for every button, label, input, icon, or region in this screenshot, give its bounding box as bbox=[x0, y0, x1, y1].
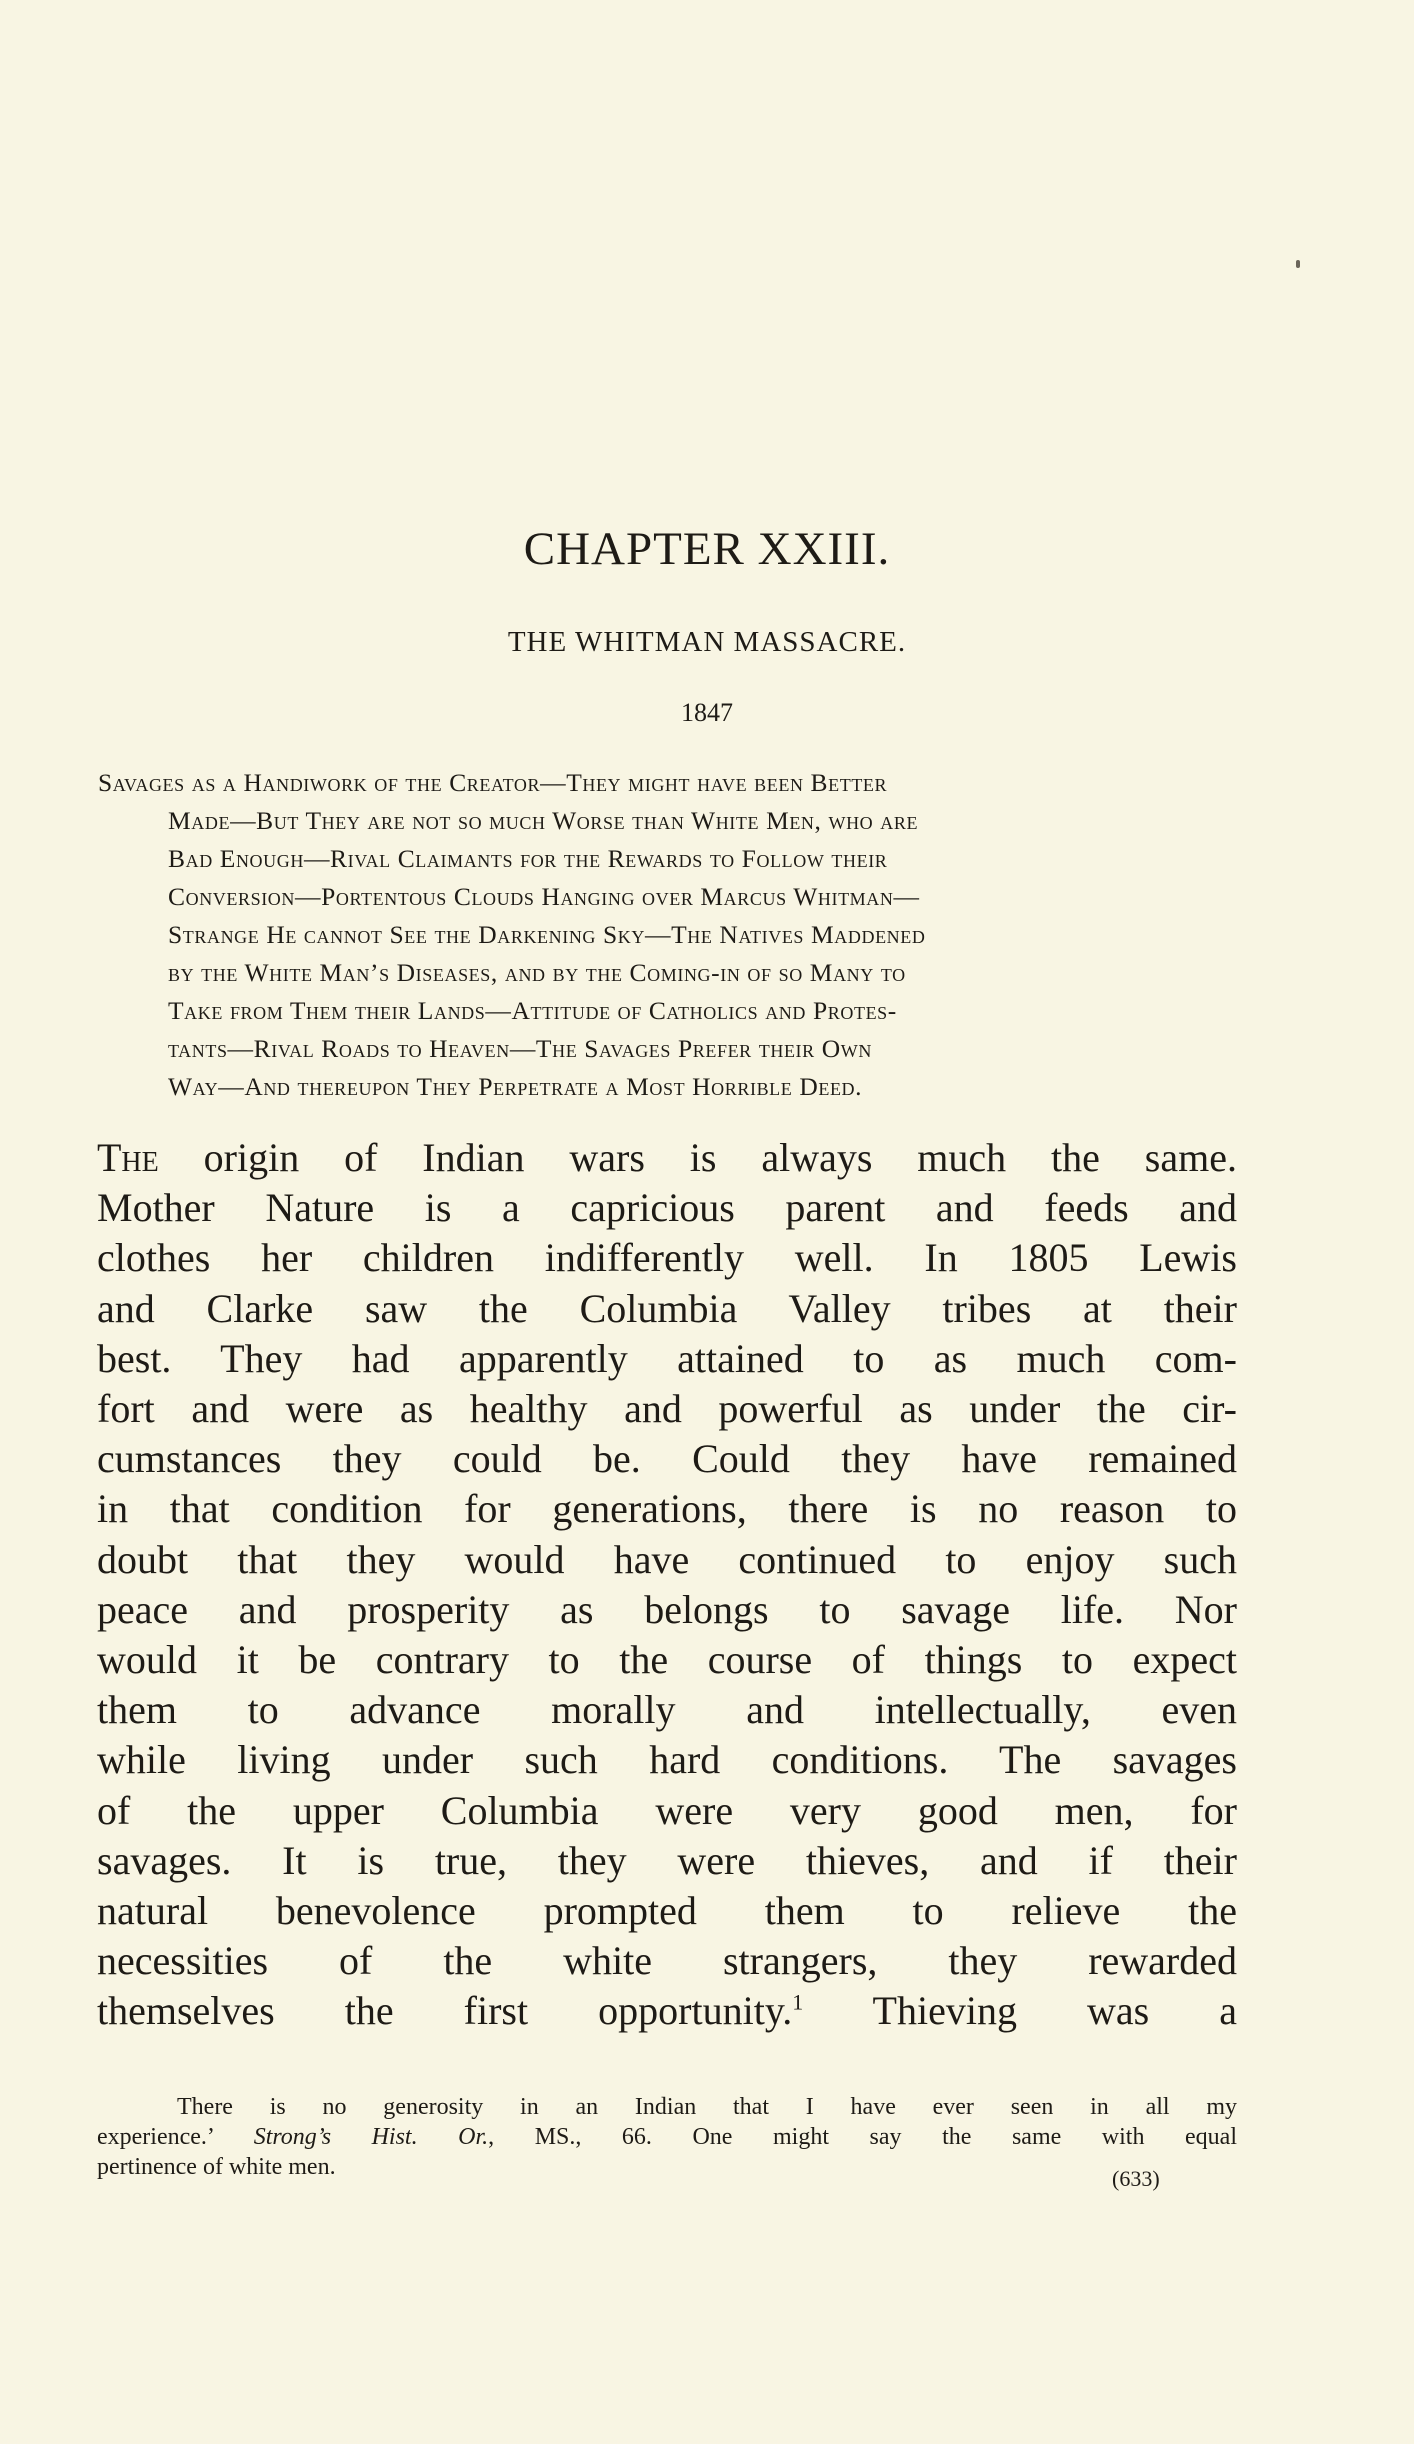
synopsis-line: Bad Enough—Rival Claimants for the Rewards to Follow their bbox=[168, 844, 888, 873]
synopsis-line: Savages as a Handiwork of the Creator—They might have been Better bbox=[98, 768, 888, 797]
last-line-continuation: Thieving was a bbox=[803, 1988, 1237, 2034]
footnote-line: There is no generosity in an Indian that I have ever seen in all my bbox=[177, 2094, 1237, 2120]
page-number: (633) bbox=[1112, 2166, 1160, 2191]
lead-word: The bbox=[97, 1135, 159, 1180]
body-line: them to advance morally and intellectually, even bbox=[97, 1687, 1237, 1733]
last-line-text: themselves the first opportunity. bbox=[97, 1988, 793, 2034]
body-line: would it be contrary to the course of things to expect bbox=[97, 1637, 1237, 1683]
chapter-year: 1847 bbox=[681, 698, 733, 727]
footnote-text: , MS., 66. One might say the same with equal bbox=[488, 2124, 1237, 2150]
body-line: in that condition for generations, there is no reason to bbox=[97, 1486, 1237, 1532]
body-paragraph bbox=[97, 1133, 1237, 2037]
synopsis-line: Take from Them their Lands—Attitude of Catholics and Protes- bbox=[168, 996, 897, 1025]
chapter-subtitle: THE WHITMAN MASSACRE. bbox=[507, 626, 907, 658]
body-line: cumstances they could be. Could they have remained bbox=[97, 1436, 1237, 1482]
synopsis-line: Made—But They are not so much Worse than White Men, who are bbox=[168, 806, 919, 835]
footnote bbox=[97, 2092, 1237, 2182]
synopsis-line: Strange He cannot See the Darkening Sky—The Natives Maddened bbox=[168, 920, 926, 949]
body-line: doubt that they would have continued to enjoy such bbox=[97, 1536, 1237, 1582]
body-line: clothes her children indifferently well. In 1805 Lewis bbox=[97, 1235, 1237, 1281]
footnote-text: experience.’ bbox=[97, 2124, 254, 2150]
footnote-reference[interactable]: 1 bbox=[792, 1990, 804, 2016]
page-mark bbox=[1296, 260, 1300, 268]
body-line bbox=[97, 1986, 1237, 2036]
synopsis-line: tants—Rival Roads to Heaven—The Savages Prefer their Own bbox=[168, 1034, 872, 1063]
synopsis-line: Way—And thereupon They Perpetrate a Most Horrible Deed. bbox=[168, 1072, 863, 1101]
body-line: peace and prosperity as belongs to savage life. Nor bbox=[97, 1586, 1237, 1632]
footnote-line: pertinence of white men. bbox=[97, 2154, 336, 2180]
chapter-synopsis bbox=[98, 764, 1236, 1106]
body-line: fort and were as healthy and powerful as under the cir- bbox=[97, 1386, 1237, 1432]
synopsis-line: Conversion—Portentous Clouds Hanging over Marcus Whitman— bbox=[168, 882, 920, 911]
body-line: and Clarke saw the Columbia Valley tribes at their bbox=[97, 1285, 1237, 1331]
synopsis-line: by the White Man’s Diseases, and by the Coming-in of so Many to bbox=[168, 958, 906, 987]
footnote-line bbox=[97, 2122, 1237, 2152]
body-line: necessities of the white strangers, they rewarded bbox=[97, 1938, 1237, 1984]
body-line: natural benevolence prompted them to relieve the bbox=[97, 1888, 1237, 1934]
body-line: while living under such hard conditions. The savages bbox=[97, 1737, 1237, 1783]
body-line: savages. It is true, they were thieves, and if their bbox=[97, 1837, 1237, 1883]
body-line bbox=[97, 1133, 1237, 1183]
body-line: Mother Nature is a capricious parent and feeds and bbox=[97, 1185, 1237, 1231]
body-line: of the upper Columbia were very good men, for bbox=[97, 1787, 1237, 1833]
chapter-title: CHAPTER XXIII. bbox=[523, 523, 891, 575]
footnote-source: Strong’s Hist. Or. bbox=[253, 2124, 489, 2150]
first-line-text: origin of Indian wars is always much the same. bbox=[158, 1135, 1237, 1180]
body-line: best. They had apparently attained to as much com- bbox=[97, 1335, 1237, 1381]
